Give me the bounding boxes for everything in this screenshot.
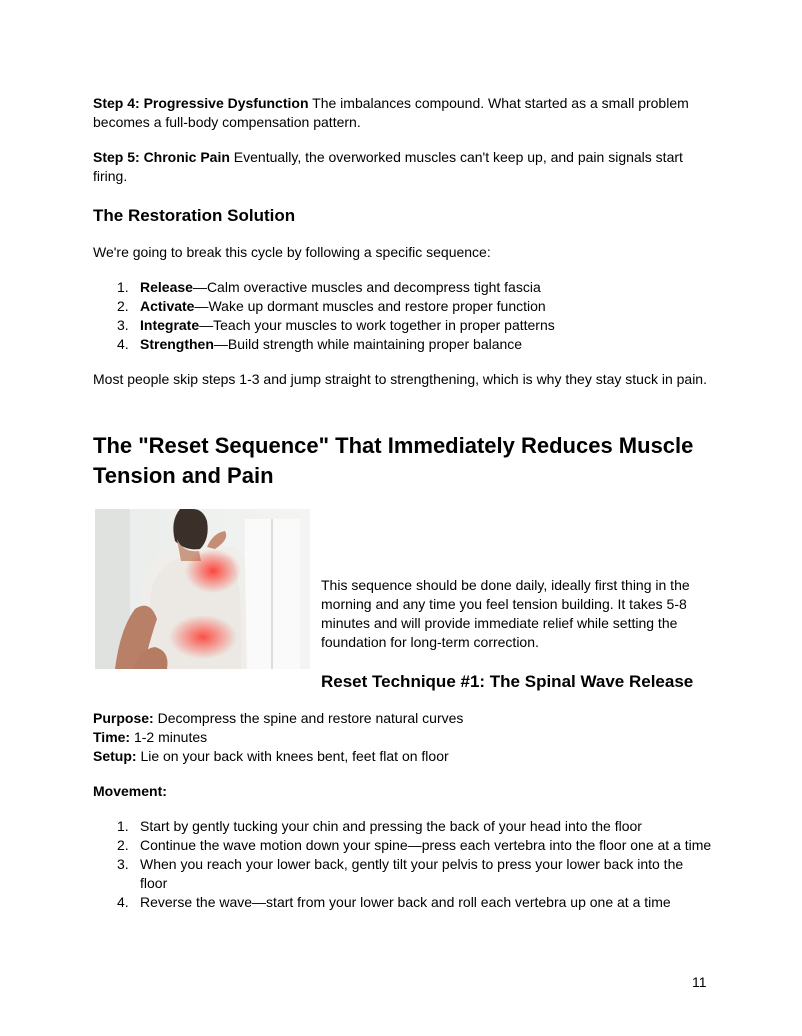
list-desc: —Calm overactive muscles and decompress tight fascia bbox=[192, 279, 541, 295]
list-desc: —Build strength while maintaining proper balance bbox=[213, 336, 523, 352]
restoration-heading: The Restoration Solution bbox=[93, 206, 296, 225]
list-item bbox=[93, 297, 713, 316]
technique-heading: Reset Technique #1: The Spinal Wave Release bbox=[321, 672, 694, 691]
restoration-outro: Most people skip steps 1-3 and jump straight to strengthening, which is why they stay stuck in pain. bbox=[93, 371, 707, 387]
list-term: Activate bbox=[140, 298, 195, 314]
setup-text: Lie on your back with knees bent, feet flat on floor bbox=[136, 748, 449, 764]
list-term: Integrate bbox=[140, 317, 200, 333]
list-number: 2. bbox=[117, 298, 129, 314]
list-text: Continue the wave motion down your spine—press each vertebra into the floor one at a time bbox=[140, 837, 712, 853]
list-number: 3. bbox=[117, 317, 129, 333]
time-text: 1-2 minutes bbox=[130, 729, 208, 745]
back-pain-photo bbox=[95, 509, 310, 669]
movement-label-line bbox=[93, 782, 713, 801]
list-desc: —Wake up dormant muscles and restore proper function bbox=[194, 298, 546, 314]
list-item bbox=[93, 817, 713, 836]
step4-text: The imbalances compound. What started as a small problem becomes a full-body compensation pattern. bbox=[93, 95, 689, 130]
list-item bbox=[93, 316, 713, 335]
movement-label: Movement: bbox=[93, 783, 167, 799]
page-number: 11 bbox=[692, 974, 707, 990]
step5-label: Step 5: Chronic Pain bbox=[93, 149, 230, 165]
list-item bbox=[93, 855, 713, 893]
list-item bbox=[93, 278, 713, 297]
list-text: Start by gently tucking your chin and pressing the back of your head into the floor bbox=[140, 818, 642, 834]
time-label: Time: bbox=[93, 729, 131, 745]
purpose-label: Purpose: bbox=[93, 710, 154, 726]
step5-paragraph bbox=[93, 148, 713, 186]
list-item bbox=[93, 893, 713, 912]
setup-label: Setup: bbox=[93, 748, 137, 764]
list-number: 1. bbox=[117, 818, 129, 834]
list-number: 3. bbox=[117, 856, 129, 872]
list-item bbox=[93, 335, 713, 354]
list-number: 2. bbox=[117, 837, 129, 853]
technique-details bbox=[93, 709, 713, 766]
restoration-list bbox=[93, 278, 713, 354]
list-term: Release bbox=[140, 279, 193, 295]
reset-sequence-heading: The "Reset Sequence" That Immediately Reduces Muscle Tension and Pain bbox=[93, 433, 694, 488]
list-desc: —Teach your muscles to work together in proper patterns bbox=[199, 317, 555, 333]
list-term: Strengthen bbox=[140, 336, 214, 352]
step4-label: Step 4: Progressive Dysfunction bbox=[93, 95, 309, 111]
reset-description: This sequence should be done daily, ideally first thing in the morning and any time you feel tension building. It takes 5-8 minutes and will provide immediate relief while setting the foundation for long-term correction. bbox=[321, 577, 690, 650]
list-text: When you reach your lower back, gently tilt your pelvis to press your lower back into the floor bbox=[140, 856, 684, 891]
back-pain-illustration bbox=[95, 509, 310, 669]
movement-list bbox=[93, 817, 713, 912]
list-number: 1. bbox=[117, 279, 129, 295]
list-item bbox=[93, 836, 713, 855]
step5-text: Eventually, the overworked muscles can't keep up, and pain signals start firing. bbox=[93, 149, 683, 184]
purpose-text: Decompress the spine and restore natural curves bbox=[153, 710, 464, 726]
list-number: 4. bbox=[117, 894, 129, 910]
list-text: Reverse the wave—start from your lower back and roll each vertebra up one at a time bbox=[140, 894, 671, 910]
list-number: 4. bbox=[117, 336, 129, 352]
step4-paragraph bbox=[93, 94, 713, 132]
restoration-intro: We're going to break this cycle by following a specific sequence: bbox=[93, 244, 491, 260]
